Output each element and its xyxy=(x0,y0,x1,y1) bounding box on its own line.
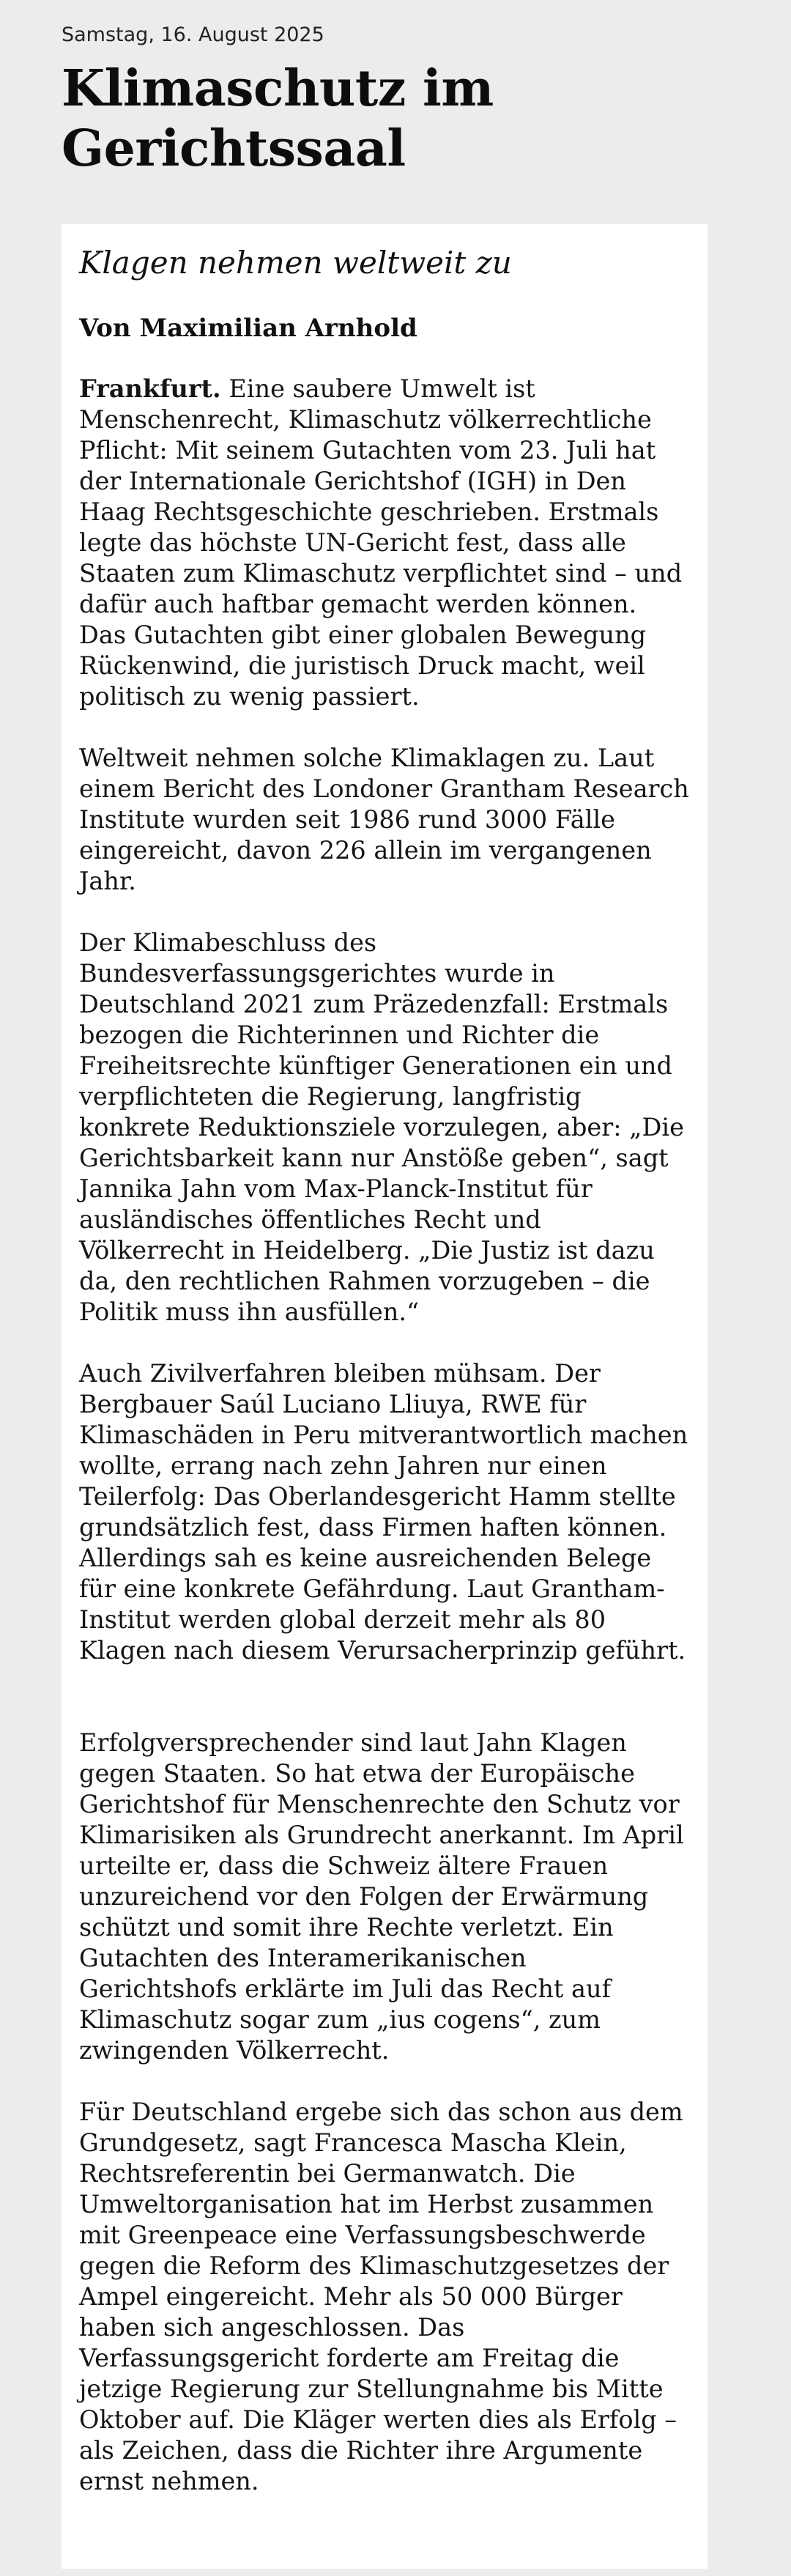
article-card xyxy=(62,224,708,2569)
article-subtitle: Klagen nehmen weltweit zu xyxy=(79,245,512,281)
article-paragraph-4: Auch Zivilverfahren bleiben mühsam. Der Bergbauer Saúl Luciano Lliuya, RWE für Klimaschäden in Peru mitverantwortlich machen wollte, errang nach zehn Jahren nur einen Teilerfolg: Das Oberlandesgericht Hamm stellte grundsätzlich fest, dass Firmen haften können. Allerdings sah es keine ausreichenden Belege für eine konkrete Gefährdung. Laut Grantham-Institut werden global derzeit mehr als 80 Klagen nach diesem Verursacherprinzip geführt. xyxy=(79,1359,688,1665)
headline: Klimaschutz im Gerichtssaal xyxy=(62,59,494,178)
article-paragraph-1 xyxy=(79,374,690,712)
paragraph-1-text: Eine saubere Umwelt ist Menschenrecht, Klimaschutz völkerrechtliche Pflicht: Mit seinem Gutachten vom 23. Juli hat der Internationale Gerichtshof (IGH) in Den Haag Rechtsgeschichte geschrieben. Erstmals legte das höchste UN-Gericht fest, dass alle Staaten zum Klimaschutz verpflichtet sind – und dafür auch haftbar gemacht werden können. Das Gutachten gibt einer globalen Bewegung Rückenwind, die juristisch Druck macht, weil politisch zu wenig passiert. xyxy=(79,374,683,711)
article-paragraph-5: Erfolgversprechender sind laut Jahn Klagen gegen Staaten. So hat etwa der Europäische Gerichtshof für Menschenrechte den Schutz vor Klimarisiken als Grundrecht anerkannt. Im April urteilte er, dass die Schweiz ältere Frauen unzureichend vor den Folgen der Erwärmung schützt und somit ihre Rechte verletzt. Ein Gutachten des Interamerikanischen Gerichtshofs erklärte im Juli das Recht auf Klimaschutz sogar zum „ius cogens“, zum zwingenden Völkerrecht. xyxy=(79,1728,684,2065)
publication-date: Samstag, 16. August 2025 xyxy=(62,23,324,46)
dateline: Frankfurt. xyxy=(79,374,221,403)
article-paragraph-3: Der Klimabeschluss des Bundesverfassungsgerichtes wurde in Deutschland 2021 zum Präzedenzfall: Erstmals bezogen die Richterinnen und Richter die Freiheitsrechte künftiger Generationen ein und verpflichteten die Regierung, langfristig konkrete Reduktionsziele vorzulegen, aber: „Die Gerichtsbarkeit kann nur Anstöße geben“, sagt Jannika Jahn vom Max-Planck-Institut für ausländisches öffentliches Recht und Völkerrecht in Heidelberg. „Die Justiz ist dazu da, den rechtlichen Rahmen vorzugeben – die Politik muss ihn ausfüllen.“ xyxy=(79,928,684,1326)
article-paragraph-6: Für Deutschland ergebe sich das schon aus dem Grundgesetz, sagt Francesca Mascha Klein, Rechtsreferentin bei Germanwatch. Die Umweltorganisation hat im Herbst zusammen mit Greenpeace eine Verfassungsbeschwerde gegen die Reform des Klimaschutzgesetzes der Ampel eingereicht. Mehr als 50 000 Bürger haben sich angeschlossen. Das Verfassungsgericht forderte am Freitag die jetzige Regierung zur Stellungnahme bis Mitte Oktober auf. Die Kläger werten dies als Erfolg – als Zeichen, dass die Richter ihre Argumente ernst nehmen. xyxy=(79,2098,683,2495)
article-author: Von Maximilian Arnhold xyxy=(79,314,417,343)
article-paragraph-2: Weltweit nehmen solche Klimaklagen zu. Laut einem Bericht des Londoner Grantham Research Institute wurden seit 1986 rund 3000 Fälle eingereicht, davon 226 allein im vergangenen Jahr. xyxy=(79,744,689,895)
